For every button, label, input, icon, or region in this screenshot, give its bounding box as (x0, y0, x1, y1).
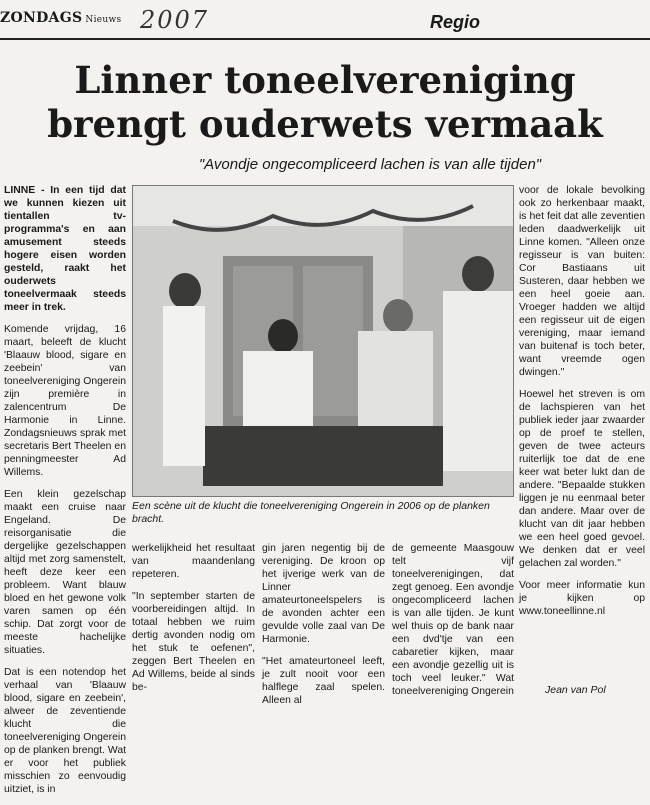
paragraph: "In september starten de voorbereidingen altijd. In totaal hebben we ruim dertig avonden nodig om het stuk te oefenen", zeggen Bert Theelen en Ad Willems, beide al sinds be- (132, 591, 255, 693)
paragraph: Voor meer informatie kun je kijken op www.toneellinne.nl (519, 580, 645, 617)
section-label: Regio (430, 12, 481, 32)
paragraph: LINNE - In een tijd dat we kunnen kiezen uit tientallen tv-programma's en aan amusement steeds hogere eisen worden gesteld, raakt het ouderwets toneelvermaak steeds meer in trek. (4, 185, 126, 313)
paragraph: Komende vrijdag, 16 maart, beleeft de klucht 'Blaauw blood, sigare en zeebein' van toneelvereniging Ongerein zijn première in zalencentrum De Harmonie in Linne. Zondagsnieuws sprak met secretaris Bert Theelen en penningmeester Ad Willems. (4, 324, 126, 478)
headline (0, 58, 650, 146)
paragraph: Hoewel het streven is om de lachspieren van het publiek ieder jaar zwaarder op de proef te stellen, geven de twee acteurs ruiterlijk toe dat de ene keer wat beter lukt dan de andere. "Bepaalde stukken liggen je nu eenmaal beter dan andere. Maar over de klucht van dit jaar hebben we een heel goed gevoel. We denken dat er veel gelachen zal worden." (519, 389, 645, 569)
paragraph: Dat is een notendop het verhaal van 'Blaauw blood, sigare en zeebein', alweer de zeventiende klucht die toneelvereniging Ongerein op de planken brengt. Wat er voor het publiek misschien zo eenvoudig uitziet, is in (4, 667, 126, 795)
article-column-5 (519, 184, 645, 627)
scene-photo (132, 185, 514, 497)
newspaper-name (0, 10, 121, 26)
handwritten-year: 2007 (140, 6, 210, 34)
headline-line-1: Linner toneelvereniging (74, 58, 576, 102)
byline: Jean van Pol (545, 684, 606, 696)
paragraph: Een klein gezelschap maakt een cruise naar Engeland. De reisorganisatie die dergelijke gezelschappen altijd met zorg samenstelt, heeft deze keer een probleem. Want blauw bloed en het gewone volk varen samen op één schip. Dat zorgt voor de meeste hachelijke situaties. (4, 489, 126, 656)
article-column-3 (262, 542, 385, 716)
paragraph: gin jaren negentig bij de vereniging. De kroon op het ijverige werk van de Linner amateurtoneelspelers is de avonden achter een gevulde volle zaal van De Harmonie. (262, 543, 385, 645)
paragraph: werkelijkheid het resultaat van maandenlang repeteren. (132, 543, 255, 580)
masthead-rule (0, 38, 650, 40)
newspaper-name-main: ZONDAGS (0, 10, 83, 26)
article-column-4 (392, 542, 514, 707)
paragraph: voor de lokale bevolking ook zo herkenbaar maakt, is het feit dat alle zeventien leden daadwerkelijk uit Linne komen. "Alleen onze regisseur is van buiten: Cor Bastiaans uit Susteren, daar hebben we een heel goeie aan. Vroeger hadden we altijd een regisseur uit de eigen vereniging, maar iemand van buitenaf is toch beter, want vreemde ogen dwingen." (519, 185, 645, 378)
article-column-1 (4, 184, 126, 805)
subheadline: "Avondje ongecompliceerd lachen is van alle tijden" (198, 156, 542, 173)
scene-photo-illustration (133, 186, 513, 496)
paragraph: de gemeente Maasgouw telt vijf toneelverenigingen, dat zegt genoeg. Een avondje ongecompliceerd lachen is van alle tijden. Je kunt wel thuis op de bank naar een dvd'tje van een cabaretier kijken, maar een avondje gezellig uit is toch veel leuker." Wat toneelvereniging Ongerein (392, 543, 514, 697)
paragraph: "Het amateurtoneel leeft, je zult nooit voor een halflege zaal spelen. Alleen al (262, 656, 385, 706)
photo-caption: Een scène uit de klucht die toneelvereniging Ongerein in 2006 op de planken bracht. (132, 500, 490, 525)
headline-line-2: brengt ouderwets vermaak (47, 102, 603, 146)
article-column-2 (132, 542, 255, 703)
newspaper-name-suffix: Nieuws (85, 15, 122, 25)
